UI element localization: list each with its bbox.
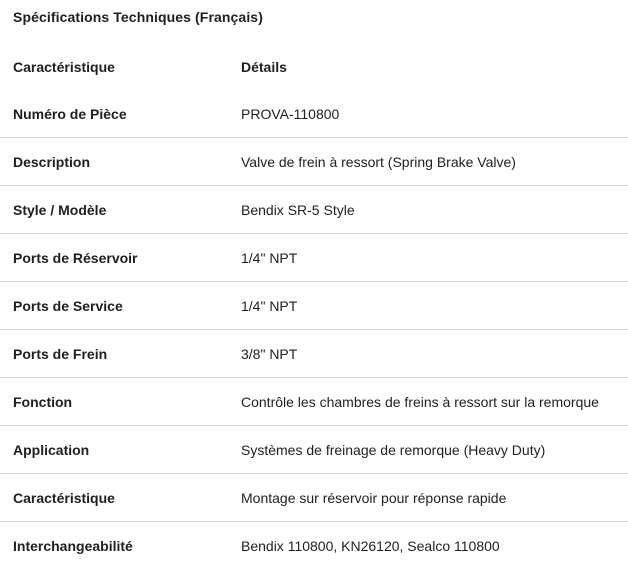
table-row — [0, 282, 628, 330]
row-value: Systèmes de freinage de remorque (Heavy Duty) — [241, 426, 628, 474]
row-value: Bendix 110800, KN26120, Sealco 110800 — [241, 522, 628, 569]
page-title: Spécifications Techniques (Français) — [13, 9, 263, 25]
row-key: Ports de Service — [0, 282, 241, 330]
table-row — [0, 186, 628, 234]
table-row — [0, 474, 628, 522]
table-row — [0, 234, 628, 282]
row-key: Style / Modèle — [0, 186, 241, 234]
row-key: Caractéristique — [0, 474, 241, 522]
row-key: Numéro de Pièce — [0, 90, 241, 138]
table-row — [0, 90, 628, 138]
row-value: Bendix SR-5 Style — [241, 186, 628, 234]
row-value: Contrôle les chambres de freins à ressort sur la remorque — [241, 378, 628, 426]
spec-table — [0, 43, 628, 569]
table-row — [0, 330, 628, 378]
table-header-row — [0, 43, 628, 90]
row-key: Ports de Frein — [0, 330, 241, 378]
table-row — [0, 138, 628, 186]
row-value: 3/8" NPT — [241, 330, 628, 378]
row-value: 1/4" NPT — [241, 234, 628, 282]
row-key: Interchangeabilité — [0, 522, 241, 569]
row-key: Ports de Réservoir — [0, 234, 241, 282]
row-value: Valve de frein à ressort (Spring Brake Valve) — [241, 138, 628, 186]
row-key: Application — [0, 426, 241, 474]
row-value: PROVA-110800 — [241, 90, 628, 138]
row-key: Description — [0, 138, 241, 186]
column-header-details: Détails — [241, 43, 628, 90]
table-row — [0, 378, 628, 426]
row-key: Fonction — [0, 378, 241, 426]
row-value: 1/4" NPT — [241, 282, 628, 330]
column-header-characteristic: Caractéristique — [0, 43, 241, 90]
table-row — [0, 426, 628, 474]
table-row — [0, 522, 628, 569]
row-value: Montage sur réservoir pour réponse rapide — [241, 474, 628, 522]
